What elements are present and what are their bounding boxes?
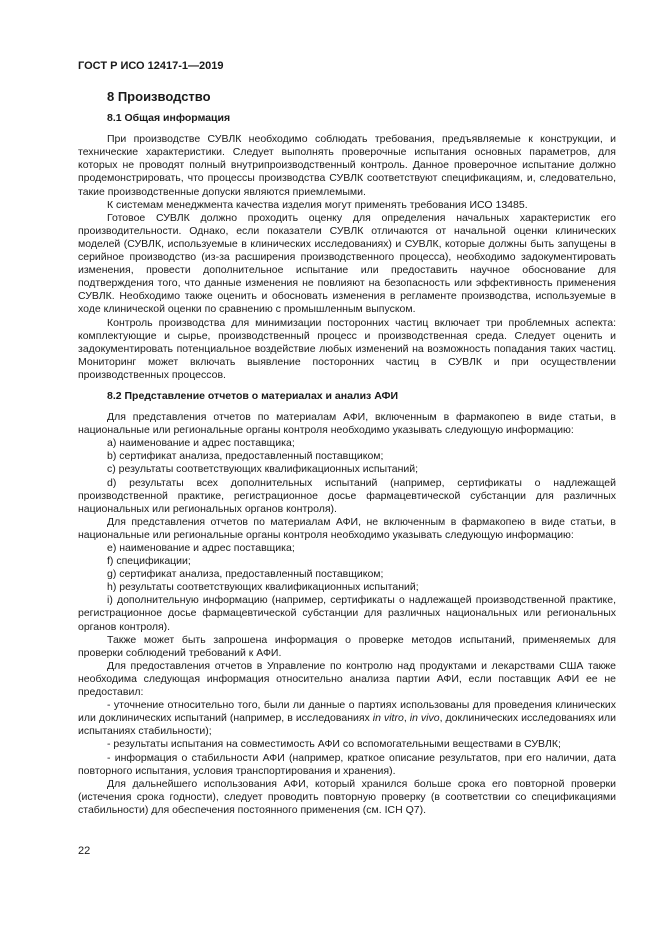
paragraph: Для представления отчетов по материалам АФИ, не включенным в фармакопею в виде статьи, в национальные или региональные органы контроля необходимо указывать следующую информацию: [78, 515, 616, 541]
page-number: 22 [78, 845, 91, 857]
paragraph: Также может быть запрошена информация о проверке методов испытаний, применяемых для проверки соблюдений требований к АФИ. [78, 633, 616, 659]
italic-term: in vivo [409, 712, 440, 725]
list-item: a) наименование и адрес поставщика; [107, 437, 295, 450]
list-item: c) результаты соответствующих квалификационных испытаний; [107, 463, 419, 476]
subsection-heading-8-1: 8.1 Общая информация [107, 112, 231, 125]
dash-text: - уточнение относительно того, были ли данные о партиях использованы для проведения клинических или доклинических испытаний (например, в исследованиях [78, 699, 616, 725]
list-item: h) результаты соответствующих квалификационных испытаний; [107, 581, 419, 594]
list-item: f) спецификации; [107, 555, 191, 568]
italic-term: in vitro [372, 712, 404, 725]
dash-item: - информация о стабильности АФИ (например, краткое описание результатов, при его наличии, дата повторного испытания, условия транспортирования и хранения). [78, 751, 616, 777]
list-item: i) дополнительную информацию (например, сертификаты о надлежащей производственной практике, регистрационное досье фармацевтической субстанции для различных национальных или региональных органов контроля). [78, 594, 616, 633]
paragraph: Для представления отчетов по материалам АФИ, включенным в фармакопею в виде статьи, в национальные или региональные органы контроля необходимо указывать следующую информацию: [78, 411, 616, 437]
paragraph: Готовое СУВЛК должно проходить оценку для определения начальных характеристик его производительности. Однако, если показатели СУВЛК отличаются от начальной оценки клинических моделей (СУВЛК, используемые в клинических исследованиях) и СУВЛК, которые должны быть запущены в серийное производство (из-за расширения производственного процесса), необходимо задокументировать изменения, провести дополнительное испытание или предоставить научное обоснование для подтверждения того, что данные изменения не повлияют на безопасность или эффективность применения СУВЛК. Необходимо также оценить и обосновать изменения в регламенте производства, используемые в ходе клинической оценки по сравнению с промышленным выпуском. [78, 211, 616, 316]
paragraph: К системам менеджмента качества изделия могут применять требования ИСО 13485. [107, 198, 528, 211]
dash-text: , доклинических исследованиях или испытаниях стабильности); [78, 712, 616, 738]
paragraph: Для дальнейшего использования АФИ, который хранился больше срока его повторной проверки (истечения срока годности), следует проводить повторную проверку (в соответствии со спецификациями стабильности) для обеспечения постоянного применения (см. ICH Q7). [78, 777, 616, 816]
standard-header: ГОСТ Р ИСО 12417-1—2019 [78, 60, 224, 72]
section-heading: 8 Производство [107, 89, 211, 104]
dash-item [78, 699, 616, 738]
list-item: d) результаты всех дополнительных испытаний (например, сертификаты о надлежащей производственной практике, регистрационное досье фармацевтической субстанции для различных национальных или региональных органов контроля). [78, 476, 616, 515]
paragraph: Контроль производства для минимизации посторонних частиц включает три проблемных аспекта: комплектующие и сырье, производственный процесс и производственная среда. Следует оценить и задокументировать потенциальное воздействие любых изменений на возможность попадания таких частиц. Мониторинг может включать выявление посторонних частиц в СУВЛК и при осуществлении производственных процессов. [78, 316, 616, 381]
page-content [78, 90, 616, 817]
list-item: g) сертификат анализа, предоставленный поставщиком; [107, 568, 384, 581]
dash-item: - результаты испытания на совместимость АФИ со вспомогательными веществами в СУВЛК; [107, 738, 561, 751]
subsection-heading-8-2: 8.2 Представление отчетов о материалах и анализ АФИ [107, 389, 399, 402]
dash-text: , [403, 712, 410, 725]
paragraph: Для предоставления отчетов в Управление по контролю над продуктами и лекарствами США также необходима следующая информация относительно анализа партии АФИ, если поставщик АФИ ее не предоставил: [78, 659, 616, 699]
list-item: b) сертификат анализа, предоставленный поставщиком; [107, 450, 384, 463]
list-item: e) наименование и адрес поставщика; [107, 542, 295, 554]
paragraph: При производстве СУВЛК необходимо соблюдать требования, предъявляемые к конструкции, и технические характеристики. Следует выполнять проверочные испытания основных параметров, для которых не проводят полный внутрипроизводственный контроль. Данное проверочное испытание должно продемонстрировать, что процессы производства СУВЛК соответствуют спецификациям, и, следовательно, такие производственные допуски являются приемлемыми. [78, 133, 616, 198]
